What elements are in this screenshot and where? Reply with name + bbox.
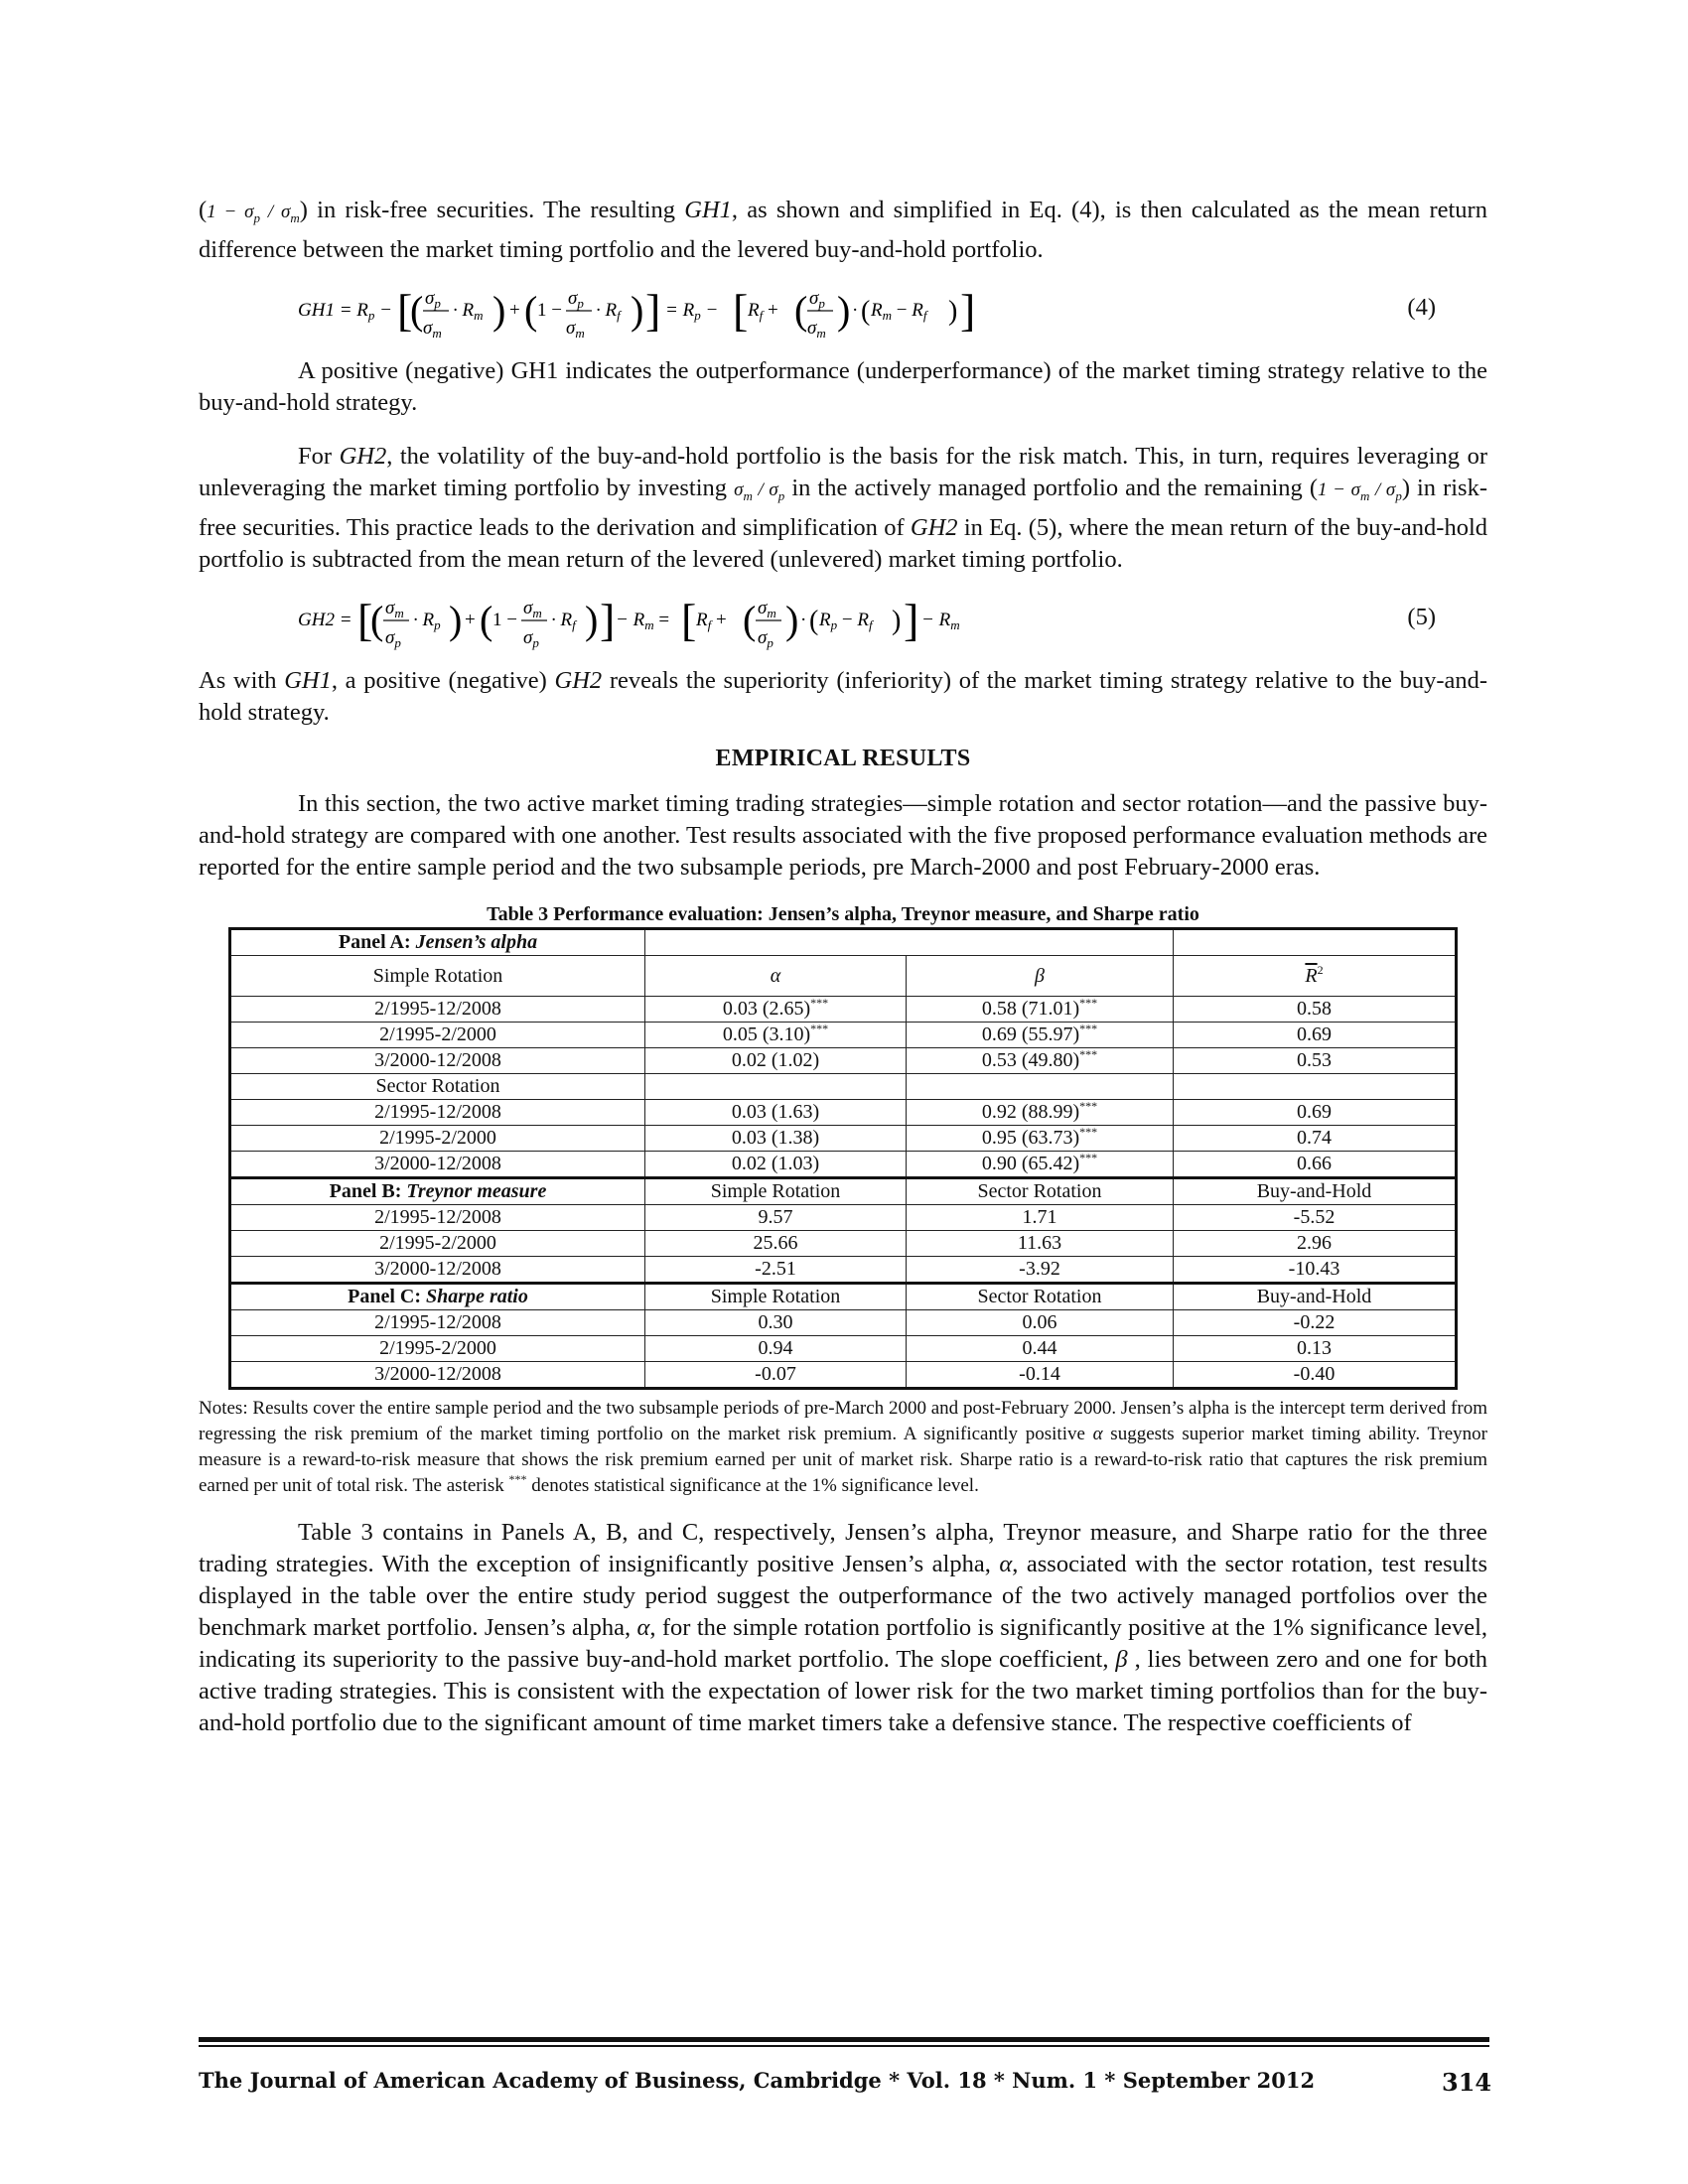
paragraph-2: A positive (negative) GH1 indicates the outperformance (underperformance) of the market timing strategy relative to the buy-and-hold strategy. xyxy=(199,356,1487,416)
significance-stars: *** xyxy=(1079,1047,1098,1062)
paragraph-5: In this section, the two active market timing trading strategies—simple rotation and sector rotation—and the passive buy-and-hold strategy are compared with one another. Test results associated with the five proposed performance evaluation methods are reported for the entire sample period and the two subsample periods, pre March-2000 and post February-2000 eras. xyxy=(199,789,1487,881)
buy-and-hold-cell: 0.13 xyxy=(1174,1335,1457,1361)
page-number: 314 xyxy=(1442,2068,1492,2097)
panel-b-col-sector: Sector Rotation xyxy=(907,1177,1174,1204)
significance-stars: *** xyxy=(1079,996,1098,1011)
alpha-cell xyxy=(645,1125,907,1151)
svg-text:· Rf: · $R_f$ xyxy=(596,299,621,323)
r2-cell: 0.53 xyxy=(1174,1047,1457,1073)
table-row xyxy=(230,1151,1457,1177)
para3-text-a: For xyxy=(298,442,333,470)
simple-rotation-label: Simple Rotation xyxy=(230,955,645,996)
para1-gh1: GH1 xyxy=(684,197,732,223)
panel-b-prefix: Panel B: xyxy=(329,1180,402,1203)
para3-text-b: , the volatility of the buy-and-hold portfolio is the basis for the risk match. This, in turn, requires leveraging or unleveraging the market timing portfolio by investing xyxy=(199,442,1487,501)
alpha-cell-value: 0.03 (1.38) xyxy=(731,1127,820,1150)
svg-text:− Rm: − $R_m$ xyxy=(921,609,960,632)
alpha-cell-value: 0.02 (1.02) xyxy=(731,1049,820,1072)
footer-rule xyxy=(199,2037,1489,2042)
svg-text:Rm − Rf: $R_m - R_f$ xyxy=(871,299,927,323)
panel-c-title xyxy=(230,1283,645,1309)
blank-cell xyxy=(907,1073,1174,1099)
beta-cell-value: 0.90 (65.42) xyxy=(981,1153,1080,1175)
svg-text:[: [ xyxy=(357,594,373,645)
table-row xyxy=(230,1230,1457,1256)
period-cell: 2/1995-12/2008 xyxy=(230,1309,645,1335)
alpha-cell-value: 0.05 (3.10) xyxy=(722,1024,811,1046)
notes-text-b: suggests superior market timing ability. Treynor measure is a reward-to-risk measure that shows the risk premium earned per unit of market risk. Sharpe ratio is a reward-to-risk ratio that captures the risk premium earned per unit of total risk. The asterisk xyxy=(199,1423,1488,1496)
svg-text:]: ] xyxy=(600,594,616,645)
panel-b-name: Treynor measure xyxy=(406,1180,547,1203)
buy-and-hold-cell: -10.43 xyxy=(1174,1256,1457,1283)
para1-text-a: in risk-free securities. The resulting xyxy=(317,197,676,223)
svg-text:σp: $\sigma_p$ xyxy=(568,287,584,311)
beta-cell xyxy=(907,996,1174,1022)
svg-text:σp: $\sigma_p$ xyxy=(809,287,825,311)
r2-cell: 0.58 xyxy=(1174,996,1457,1022)
para6-text-b: , associated with the sector rotation, test results displayed in the table over the entire study period suggest the outperformance of the two actively managed portfolios over the benchmark market portfolio. Jensen’s alpha, xyxy=(199,1550,1488,1641)
svg-text:[: [ xyxy=(733,284,749,336)
svg-text:(: ( xyxy=(480,597,493,642)
svg-text:): ) xyxy=(585,597,599,642)
table-row xyxy=(230,996,1457,1022)
period-cell: 3/2000-12/2008 xyxy=(230,1151,645,1177)
svg-text:Rf +: $R_f$ + xyxy=(696,609,727,632)
svg-text:σp: $\sigma_p$ xyxy=(523,626,539,650)
para3-gh2-b: GH2 xyxy=(910,513,958,541)
simple-rotation-cell: 0.94 xyxy=(645,1335,907,1361)
footer-journal: The Journal of American Academy of Business, Cambridge * Vol. 18 * Num. 1 * September 2012 xyxy=(199,2068,1316,2093)
simple-rotation-cell: -2.51 xyxy=(645,1256,907,1283)
paragraph-1: $(1 - \sigma_p / \sigma_m)$ in risk-free securities. The resulting GH1, as shown and simplified in Eq. (4), is then calculated as the mean return difference between the market timing portfolio and the levered buy-and-hold portfolio. xyxy=(199,197,1487,263)
paragraph-6: Table 3 contains in Panels A, B, and C, respectively, Jensen’s alpha, Treynor measure, and Sharpe ratio for the three trading strategies. With the exception of insignificantly positive Jensen’s alpha, α, associated with the sector rotation, test results displayed in the table over the entire study period suggest the outperformance of the two actively managed portfolios over the benchmark market portfolio. Jensen’s alpha, α, for the simple rotation portfolio is significantly positive at the 1% significance level, indicating its superiority to the passive buy-and-hold market portfolio. The slope coefficient, β , lies between zero and one for both active trading strategies. This is consistent with the expectation of lower risk for the two market timing portfolios than for the buy-and-hold portfolio due to the significant amount of time market timers take a defensive stance. The respective coefficients of xyxy=(199,1518,1488,1736)
svg-text:]: ] xyxy=(904,594,919,645)
svg-text:(: ( xyxy=(861,295,871,327)
svg-text:σp: $\sigma_p$ xyxy=(758,626,774,650)
panel-c-header-row xyxy=(230,1283,1457,1309)
buy-and-hold-cell: -0.22 xyxy=(1174,1309,1457,1335)
para3-text-d: in risk-free securities. This practice leads to the derivation and simplification of xyxy=(199,474,1487,541)
panel-a-header-row xyxy=(230,928,1457,955)
table-row xyxy=(230,1125,1457,1151)
equation-5 xyxy=(199,584,1487,657)
svg-text:σm: $\sigma_m$ xyxy=(423,317,442,341)
page-footer xyxy=(199,2068,1492,2097)
equation-4 xyxy=(199,274,1487,347)
sector-rotation-cell: -0.14 xyxy=(907,1361,1174,1388)
blank-cell xyxy=(1174,1073,1457,1099)
sector-rotation-cell: 11.63 xyxy=(907,1230,1174,1256)
equation-5-number: (5) xyxy=(1407,603,1436,630)
para3-text-c: in the actively managed portfolio and the remaining xyxy=(791,474,1303,501)
svg-text:(: ( xyxy=(743,597,757,642)
period-cell: 2/1995-12/2008 xyxy=(230,1204,645,1230)
alpha-cell-value: 0.03 (1.63) xyxy=(731,1101,820,1124)
column-alpha: α xyxy=(645,955,907,996)
svg-text:): ) xyxy=(892,605,902,636)
r2-cell: 0.69 xyxy=(1174,1022,1457,1047)
alpha-cell xyxy=(645,1151,907,1177)
beta-cell xyxy=(907,1151,1174,1177)
footer-rule-thin xyxy=(199,2045,1489,2047)
table-row xyxy=(230,1099,1457,1125)
svg-text:Rf +: $R_f$ + xyxy=(748,299,778,323)
page-body xyxy=(199,195,1487,1739)
alpha-cell xyxy=(645,996,907,1022)
significance-stars: *** xyxy=(1079,1022,1098,1036)
notes-text-c: denotes statistical significance at the 1% significance level. xyxy=(531,1474,979,1496)
sector-rotation-cell: 1.71 xyxy=(907,1204,1174,1230)
notes-text-a: Notes: Results cover the entire sample period and the two subsample periods of pre-March 2000 and post-February 2000. Jensen’s alpha is the intercept term derived from regressing the risk premium of the market timing portfolio on the market risk premium. A significantly positive xyxy=(199,1397,1487,1444)
blank-cell xyxy=(645,1073,907,1099)
table-row xyxy=(230,1204,1457,1230)
table-notes: Notes: Results cover the entire sample period and the two subsample periods of pre-March 2000 and post-February 2000. Jensen’s alpha is the intercept term derived from regressing the risk premium of the market timing portfolio on the market risk premium. A significantly positive α suggests superior market timing ability. Treynor measure is a reward-to-risk measure that shows the risk premium earned per unit of market risk. Sharpe ratio is a reward-to-risk ratio that captures the risk premium earned per unit of total risk. The asterisk *** denotes statistical significance at the 1% significance level. xyxy=(199,1397,1488,1496)
period-cell: 2/1995-12/2008 xyxy=(230,1099,645,1125)
beta-cell-value: 0.53 (49.80) xyxy=(981,1049,1080,1072)
panel-c-prefix: Panel C: xyxy=(348,1286,422,1308)
svg-text:): ) xyxy=(785,597,799,642)
svg-text:+: + xyxy=(509,299,520,321)
panel-a-blank-2 xyxy=(1174,928,1457,955)
panel-c-col-bh: Buy-and-Hold xyxy=(1174,1283,1457,1309)
sector-rotation-cell: 0.06 xyxy=(907,1309,1174,1335)
column-r2-exponent: 2 xyxy=(1317,962,1324,977)
panel-b-col-bh: Buy-and-Hold xyxy=(1174,1177,1457,1204)
table-row xyxy=(230,1022,1457,1047)
r2-cell: 0.74 xyxy=(1174,1125,1457,1151)
beta-cell-value: 0.58 (71.01) xyxy=(981,998,1080,1021)
svg-text:1 −: 1 − xyxy=(492,609,517,630)
simple-rotation-cell: 25.66 xyxy=(645,1230,907,1256)
svg-text:σm: $\sigma_m$ xyxy=(385,597,404,620)
period-cell: 2/1995-2/2000 xyxy=(230,1022,645,1047)
significance-stars: *** xyxy=(810,996,829,1011)
svg-text:+: + xyxy=(465,609,476,630)
panel-c-col-simple: Simple Rotation xyxy=(645,1283,907,1309)
sector-rotation-cell: -3.92 xyxy=(907,1256,1174,1283)
svg-text:(: ( xyxy=(370,597,384,642)
buy-and-hold-cell: 2.96 xyxy=(1174,1230,1457,1256)
svg-text:(: ( xyxy=(809,605,819,636)
panel-c-name: Sharpe ratio xyxy=(426,1286,528,1308)
para6-text-c: , for the simple rotation portfolio is significantly positive at the 1% significance level, indicating its superiority to the passive buy-and-hold market portfolio. The slope coefficient, xyxy=(199,1613,1487,1673)
svg-text:σp: $\sigma_p$ xyxy=(385,626,401,650)
panel-b-title xyxy=(230,1177,645,1204)
panel-b-col-simple: Simple Rotation xyxy=(645,1177,907,1204)
beta-cell xyxy=(907,1125,1174,1151)
svg-text:(: ( xyxy=(410,287,424,333)
paragraph-3: For GH2, the volatility of the buy-and-hold portfolio is the basis for the risk match. This, in turn, requires leveraging or unleveraging the market timing portfolio by investing $\sigma_m / \sigma_p$ in the actively managed portfolio and the remaining $(1 - \sigma_m / \sigma_p)$ in risk-free securities. This practice leads to the derivation and simplification of GH2 in Eq. (5), where the mean return of the buy-and-hold portfolio is subtracted from the mean return of the levered (unlevered) market timing portfolio. xyxy=(199,442,1488,573)
table-row xyxy=(230,1256,1457,1283)
r2-cell: 0.69 xyxy=(1174,1099,1457,1125)
sector-rotation-cell: 0.44 xyxy=(907,1335,1174,1361)
svg-text:GH1 = Rp −: $GH1 = R_p$ − xyxy=(298,299,392,323)
period-cell: 2/1995-2/2000 xyxy=(230,1125,645,1151)
r2-cell: 0.66 xyxy=(1174,1151,1457,1177)
paragraph-4 xyxy=(199,665,1487,729)
para3-text-e: in Eq. (5), where the mean return of the buy-and-hold portfolio is subtracted from the mean return of the levered (unlevered) market timing portfolio. xyxy=(199,513,1488,573)
svg-text:): ) xyxy=(948,295,958,327)
svg-text:1 −: 1 − xyxy=(537,299,562,321)
sector-rotation-row xyxy=(230,1073,1457,1099)
svg-text:σm: $\sigma_m$ xyxy=(758,597,776,620)
panel-a-title xyxy=(230,928,645,955)
period-cell: 2/1995-2/2000 xyxy=(230,1335,645,1361)
column-r2-symbol: $\overline{R}$ xyxy=(1305,964,1318,987)
significance-stars: *** xyxy=(810,1022,829,1036)
alpha-cell xyxy=(645,1047,907,1073)
para4-gh2: GH2 xyxy=(554,666,603,694)
svg-text:·: · xyxy=(852,299,859,321)
beta-cell xyxy=(907,1022,1174,1047)
section-heading: EMPIRICAL RESULTS xyxy=(715,745,971,771)
beta-cell-value: 0.92 (88.99) xyxy=(981,1101,1080,1124)
notes-asterisk: *** xyxy=(508,1471,527,1486)
period-cell: 3/2000-12/2008 xyxy=(230,1047,645,1073)
table-caption: Table 3 Performance evaluation: Jensen’s alpha, Treynor measure, and Sharpe ratio xyxy=(487,902,1199,925)
svg-text:σm: $\sigma_m$ xyxy=(523,597,542,620)
svg-text:σp: $\sigma_p$ xyxy=(425,287,441,311)
table-row xyxy=(230,1335,1457,1361)
alpha-cell-value: 0.02 (1.03) xyxy=(731,1153,820,1175)
buy-and-hold-cell: -0.40 xyxy=(1174,1361,1457,1388)
svg-text:· Rf: · $R_f$ xyxy=(551,609,576,632)
significance-stars: *** xyxy=(1079,1151,1098,1165)
table-row xyxy=(230,1047,1457,1073)
simple-rotation-cell: -0.07 xyxy=(645,1361,907,1388)
alpha-cell xyxy=(645,1099,907,1125)
para4-text-a: As with xyxy=(199,666,277,694)
svg-text:]: ] xyxy=(960,284,976,336)
beta-cell xyxy=(907,1099,1174,1125)
panel-b-header-row xyxy=(230,1177,1457,1204)
svg-text:[: [ xyxy=(397,284,413,336)
panel-a-column-row xyxy=(230,955,1457,996)
period-cell: 3/2000-12/2008 xyxy=(230,1256,645,1283)
sector-rotation-label: Sector Rotation xyxy=(230,1073,645,1099)
svg-text:): ) xyxy=(492,287,506,333)
svg-text:[: [ xyxy=(681,594,697,645)
period-cell: 2/1995-2/2000 xyxy=(230,1230,645,1256)
table-row xyxy=(230,1309,1457,1335)
para6-text-a: Table 3 contains in Panels A, B, and C, respectively, Jensen’s alpha, Treynor measure, and Sharpe ratio for the three trading strategies. With the exception of insignificantly positive Jensen’s alpha, xyxy=(199,1518,1487,1577)
para4-text-c: reveals the superiority (inferiority) of the market timing strategy relative to the buy-and-hold strategy. xyxy=(199,666,1488,726)
svg-text:· Rm: · $R_m$ xyxy=(453,299,484,323)
svg-text:= Rp −: = $R_p$ − xyxy=(665,299,719,323)
beta-cell-value: 0.69 (55.97) xyxy=(981,1024,1080,1046)
column-r2 xyxy=(1174,955,1457,996)
para1-text-b: , as shown and simplified in Eq. (4), is then calculated as the mean return difference between the market timing portfolio and the levered buy-and-hold portfolio. xyxy=(199,197,1487,263)
simple-rotation-cell: 9.57 xyxy=(645,1204,907,1230)
alpha-cell xyxy=(645,1022,907,1047)
svg-text:(: ( xyxy=(524,287,538,333)
svg-text:): ) xyxy=(449,597,463,642)
svg-text:]: ] xyxy=(645,284,661,336)
period-cell: 2/1995-12/2008 xyxy=(230,996,645,1022)
significance-stars: *** xyxy=(1079,1099,1098,1114)
svg-text:): ) xyxy=(631,287,644,333)
simple-rotation-cell: 0.30 xyxy=(645,1309,907,1335)
period-cell: 3/2000-12/2008 xyxy=(230,1361,645,1388)
svg-text:− Rm =: − $R_m$ = xyxy=(616,609,670,632)
equation-4-formula xyxy=(298,274,1192,347)
para3-gh2: GH2 xyxy=(339,442,387,470)
buy-and-hold-cell: -5.52 xyxy=(1174,1204,1457,1230)
svg-text:σm: $\sigma_m$ xyxy=(566,317,585,341)
svg-text:(: ( xyxy=(794,287,808,333)
para6-text-d: , lies between zero and one for both active trading strategies. This is consistent with the expectation of lower risk for the two market timing portfolios than for the buy-and-hold portfolio due to the significant amount of time market timers take a defensive stance. The respective coefficients of xyxy=(199,1645,1488,1736)
column-beta: β xyxy=(907,955,1174,996)
para4-gh1: GH1 xyxy=(284,666,332,694)
equation-4-number: (4) xyxy=(1407,293,1436,321)
beta-cell xyxy=(907,1047,1174,1073)
para4-text-b: , a positive (negative) xyxy=(331,666,547,694)
panel-a-blank xyxy=(645,928,1174,955)
svg-text:): ) xyxy=(837,287,851,333)
svg-text:σm: $\sigma_m$ xyxy=(807,317,826,341)
equation-5-formula xyxy=(298,584,1192,657)
panel-c-col-sector: Sector Rotation xyxy=(907,1283,1174,1309)
beta-cell-value: 0.95 (63.73) xyxy=(981,1127,1080,1150)
svg-text:Rp − Rf: $R_p - R_f$ xyxy=(819,609,873,632)
results-table xyxy=(228,927,1458,1390)
svg-text:· Rp: · $R_p$ xyxy=(413,609,441,632)
table-row xyxy=(230,1361,1457,1388)
alpha-cell-value: 0.03 (2.65) xyxy=(722,998,811,1021)
significance-stars: *** xyxy=(1079,1125,1098,1140)
panel-a-name: Jensen’s alpha xyxy=(415,931,538,954)
svg-text:·: · xyxy=(800,609,807,630)
svg-text:GH2 =: GH2 = xyxy=(298,609,352,630)
panel-a-prefix: Panel A: xyxy=(338,931,411,954)
